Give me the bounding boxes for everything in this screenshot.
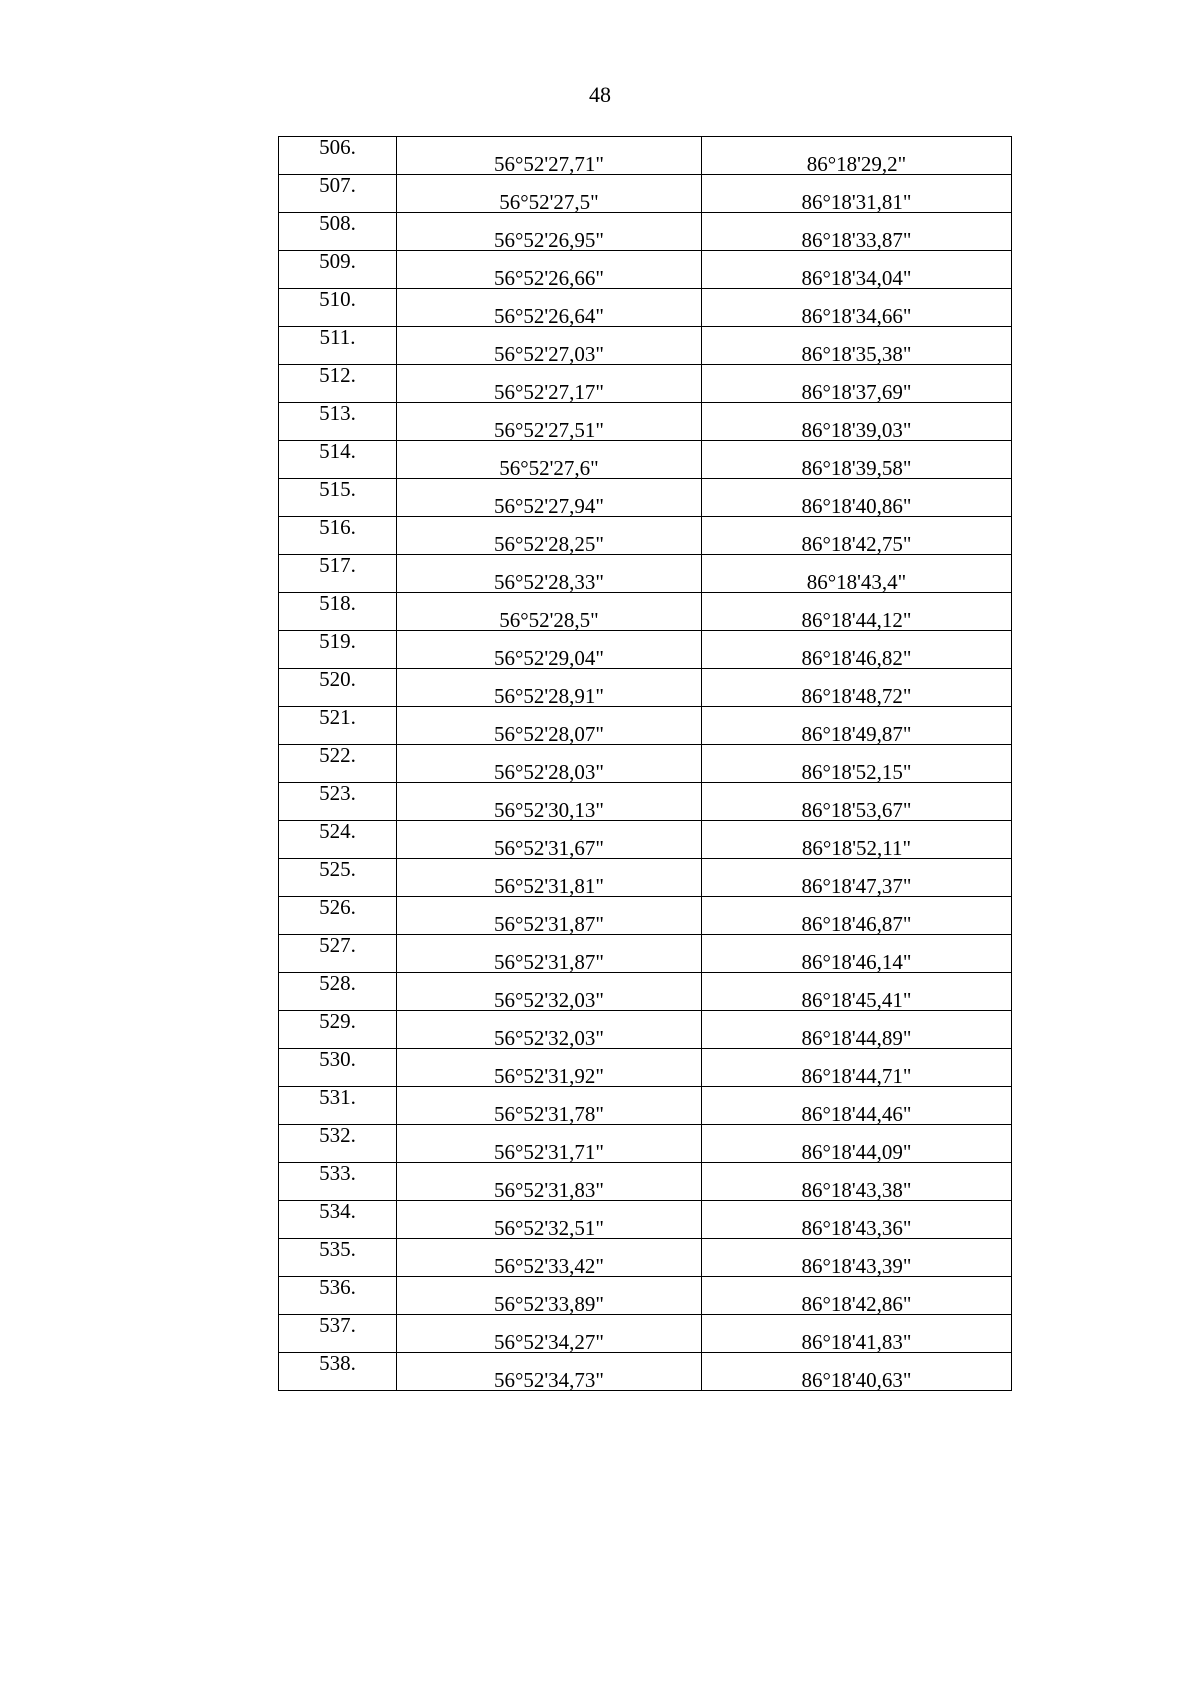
table-row [279, 859, 1012, 897]
table-row [279, 669, 1012, 707]
latitude-cell: 56°52'32,51" [397, 1201, 702, 1239]
table-row [279, 1201, 1012, 1239]
table-row [279, 175, 1012, 213]
table-row [279, 441, 1012, 479]
point-number-cell: 528. [279, 973, 397, 1011]
longitude-cell: 86°18'42,86" [702, 1277, 1012, 1315]
point-number-cell: 511. [279, 327, 397, 365]
table-row [279, 631, 1012, 669]
longitude-cell: 86°18'52,11" [702, 821, 1012, 859]
longitude-cell: 86°18'40,63" [702, 1353, 1012, 1391]
point-number-cell: 535. [279, 1239, 397, 1277]
longitude-cell: 86°18'49,87" [702, 707, 1012, 745]
longitude-cell: 86°18'53,67" [702, 783, 1012, 821]
longitude-cell: 86°18'52,15" [702, 745, 1012, 783]
longitude-cell: 86°18'43,36" [702, 1201, 1012, 1239]
latitude-cell: 56°52'27,71" [397, 137, 702, 175]
point-number-cell: 533. [279, 1163, 397, 1201]
latitude-cell: 56°52'27,5" [397, 175, 702, 213]
longitude-cell: 86°18'42,75" [702, 517, 1012, 555]
point-number-cell: 507. [279, 175, 397, 213]
table-row [279, 327, 1012, 365]
table-row [279, 251, 1012, 289]
longitude-cell: 86°18'31,81" [702, 175, 1012, 213]
longitude-cell: 86°18'43,4" [702, 555, 1012, 593]
table-row [279, 707, 1012, 745]
latitude-cell: 56°52'28,91" [397, 669, 702, 707]
table-row [279, 213, 1012, 251]
table-row [279, 289, 1012, 327]
longitude-cell: 86°18'48,72" [702, 669, 1012, 707]
latitude-cell: 56°52'32,03" [397, 1011, 702, 1049]
latitude-cell: 56°52'31,78" [397, 1087, 702, 1125]
point-number-cell: 515. [279, 479, 397, 517]
latitude-cell: 56°52'31,87" [397, 935, 702, 973]
latitude-cell: 56°52'26,64" [397, 289, 702, 327]
latitude-cell: 56°52'28,07" [397, 707, 702, 745]
point-number-cell: 527. [279, 935, 397, 973]
point-number-cell: 517. [279, 555, 397, 593]
latitude-cell: 56°52'29,04" [397, 631, 702, 669]
longitude-cell: 86°18'37,69" [702, 365, 1012, 403]
table-row [279, 1239, 1012, 1277]
table-row [279, 479, 1012, 517]
table-row [279, 745, 1012, 783]
point-number-cell: 534. [279, 1201, 397, 1239]
longitude-cell: 86°18'39,58" [702, 441, 1012, 479]
table-row [279, 1087, 1012, 1125]
point-number-cell: 538. [279, 1353, 397, 1391]
point-number-cell: 537. [279, 1315, 397, 1353]
table-row [279, 555, 1012, 593]
longitude-cell: 86°18'34,04" [702, 251, 1012, 289]
point-number-cell: 536. [279, 1277, 397, 1315]
longitude-cell: 86°18'47,37" [702, 859, 1012, 897]
latitude-cell: 56°52'34,27" [397, 1315, 702, 1353]
page-number: 48 [589, 82, 611, 107]
longitude-cell: 86°18'29,2" [702, 137, 1012, 175]
longitude-cell: 86°18'39,03" [702, 403, 1012, 441]
coordinates-table-body [279, 137, 1012, 1391]
latitude-cell: 56°52'31,71" [397, 1125, 702, 1163]
latitude-cell: 56°52'31,87" [397, 897, 702, 935]
point-number-cell: 513. [279, 403, 397, 441]
latitude-cell: 56°52'31,83" [397, 1163, 702, 1201]
point-number-cell: 525. [279, 859, 397, 897]
coordinates-table [278, 136, 1012, 1391]
latitude-cell: 56°52'32,03" [397, 973, 702, 1011]
point-number-cell: 510. [279, 289, 397, 327]
longitude-cell: 86°18'44,12" [702, 593, 1012, 631]
point-number-cell: 518. [279, 593, 397, 631]
longitude-cell: 86°18'44,46" [702, 1087, 1012, 1125]
point-number-cell: 514. [279, 441, 397, 479]
point-number-cell: 532. [279, 1125, 397, 1163]
latitude-cell: 56°52'31,67" [397, 821, 702, 859]
latitude-cell: 56°52'27,51" [397, 403, 702, 441]
longitude-cell: 86°18'34,66" [702, 289, 1012, 327]
latitude-cell: 56°52'30,13" [397, 783, 702, 821]
table-row [279, 1277, 1012, 1315]
table-row [279, 1125, 1012, 1163]
point-number-cell: 524. [279, 821, 397, 859]
longitude-cell: 86°18'33,87" [702, 213, 1012, 251]
point-number-cell: 522. [279, 745, 397, 783]
point-number-cell: 520. [279, 669, 397, 707]
point-number-cell: 526. [279, 897, 397, 935]
table-row [279, 897, 1012, 935]
table-row [279, 973, 1012, 1011]
point-number-cell: 531. [279, 1087, 397, 1125]
longitude-cell: 86°18'35,38" [702, 327, 1012, 365]
point-number-cell: 530. [279, 1049, 397, 1087]
table-row [279, 593, 1012, 631]
point-number-cell: 529. [279, 1011, 397, 1049]
latitude-cell: 56°52'28,03" [397, 745, 702, 783]
longitude-cell: 86°18'46,14" [702, 935, 1012, 973]
point-number-cell: 516. [279, 517, 397, 555]
table-row [279, 783, 1012, 821]
table-row [279, 1163, 1012, 1201]
table-row [279, 403, 1012, 441]
longitude-cell: 86°18'40,86" [702, 479, 1012, 517]
longitude-cell: 86°18'44,09" [702, 1125, 1012, 1163]
longitude-cell: 86°18'45,41" [702, 973, 1012, 1011]
table-row [279, 935, 1012, 973]
longitude-cell: 86°18'44,89" [702, 1011, 1012, 1049]
point-number-cell: 519. [279, 631, 397, 669]
table-row [279, 365, 1012, 403]
latitude-cell: 56°52'27,03" [397, 327, 702, 365]
point-number-cell: 521. [279, 707, 397, 745]
latitude-cell: 56°52'33,42" [397, 1239, 702, 1277]
longitude-cell: 86°18'41,83" [702, 1315, 1012, 1353]
latitude-cell: 56°52'27,6" [397, 441, 702, 479]
latitude-cell: 56°52'28,33" [397, 555, 702, 593]
latitude-cell: 56°52'31,81" [397, 859, 702, 897]
table-row [279, 517, 1012, 555]
point-number-cell: 509. [279, 251, 397, 289]
table-row [279, 137, 1012, 175]
latitude-cell: 56°52'34,73" [397, 1353, 702, 1391]
point-number-cell: 506. [279, 137, 397, 175]
latitude-cell: 56°52'26,66" [397, 251, 702, 289]
longitude-cell: 86°18'44,71" [702, 1049, 1012, 1087]
longitude-cell: 86°18'43,39" [702, 1239, 1012, 1277]
table-row [279, 1353, 1012, 1391]
table-row [279, 1049, 1012, 1087]
latitude-cell: 56°52'31,92" [397, 1049, 702, 1087]
point-number-cell: 523. [279, 783, 397, 821]
latitude-cell: 56°52'33,89" [397, 1277, 702, 1315]
latitude-cell: 56°52'28,5" [397, 593, 702, 631]
latitude-cell: 56°52'28,25" [397, 517, 702, 555]
latitude-cell: 56°52'27,17" [397, 365, 702, 403]
table-row [279, 1011, 1012, 1049]
table-row [279, 1315, 1012, 1353]
longitude-cell: 86°18'43,38" [702, 1163, 1012, 1201]
latitude-cell: 56°52'26,95" [397, 213, 702, 251]
latitude-cell: 56°52'27,94" [397, 479, 702, 517]
point-number-cell: 512. [279, 365, 397, 403]
longitude-cell: 86°18'46,87" [702, 897, 1012, 935]
table-row [279, 821, 1012, 859]
point-number-cell: 508. [279, 213, 397, 251]
longitude-cell: 86°18'46,82" [702, 631, 1012, 669]
